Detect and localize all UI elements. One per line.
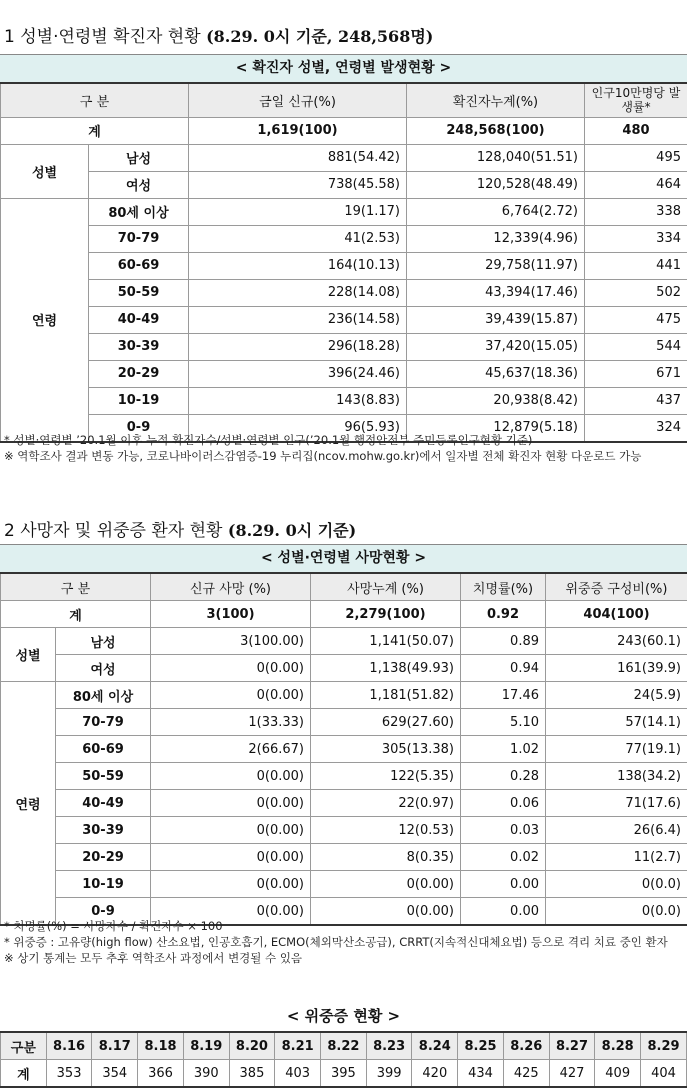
table1-cum-cell: 128,040(51.51): [407, 144, 585, 171]
table2-row-label: 40-49: [56, 790, 151, 817]
table1-header-rate: 인구10만명당 발생률*: [585, 83, 687, 117]
section1-heading: [4, 22, 433, 47]
table3-value-cell: 385: [229, 1060, 275, 1088]
table1-note: ※ 역학조사 결과 변동 가능, 코로나바이러스감염증-19 누리집(ncov.mohw.go.kr)에서 일자별 전체 확진자 현황 다운로드 가능: [4, 449, 642, 463]
table1-new-cell: 164(10.13): [189, 252, 407, 279]
table3-date-cell: 8.28: [595, 1032, 641, 1060]
table2-sex-group-label: 성별: [1, 628, 56, 682]
table1-sex-row: [1, 144, 687, 171]
table1-row-label: 0-9: [89, 414, 189, 442]
table1-note: * 성별·연령별 ’20.1월 이후 누적 확진자수/성별·연령별 인구(’20.1월 행정안전부 주민등록인구현황 기준): [4, 433, 533, 447]
table1-age-group-label: 연령: [1, 198, 89, 442]
table3-date-cell: 8.22: [321, 1032, 367, 1060]
table1-cum-cell: 120,528(48.49): [407, 171, 585, 198]
table2-new-cell: 0(0.00): [151, 817, 311, 844]
table1-header-cum: 확진자누계(%): [407, 83, 585, 117]
table1-new-cell: 143(8.83): [189, 387, 407, 414]
table2-age-row: [1, 709, 687, 736]
table3-date-cell: 8.20: [229, 1032, 275, 1060]
table2-cum-cell: 0(0.00): [311, 898, 461, 926]
table2-note: ※ 상기 통계는 모두 추후 역학조사 과정에서 변경될 수 있음: [4, 951, 303, 965]
section2-title: 2 사망자 및 위중증 환자 현황: [4, 521, 223, 541]
table2-note: * 치명률(%) = 사망자수 / 확진자수 × 100: [4, 919, 223, 933]
table2-severe-cell: 243(60.1): [546, 628, 687, 655]
table1-row-label: 50-59: [89, 279, 189, 306]
table2-sex-row: [1, 628, 687, 655]
table3-date-cell: 8.21: [275, 1032, 321, 1060]
table1-row-label: 80세 이상: [89, 198, 189, 225]
table3-value-cell: 434: [458, 1060, 504, 1088]
table1-new-cell: 296(18.28): [189, 333, 407, 360]
table1-rate-cell: 334: [585, 225, 687, 252]
table1-rate-cell: 475: [585, 306, 687, 333]
table3-value-cell: 390: [183, 1060, 229, 1088]
table1-header-new: 금일 신규(%): [189, 83, 407, 117]
table3-value-cell: 399: [366, 1060, 412, 1088]
table1-row-label: 남성: [89, 144, 189, 171]
table1-caption: < 확진자 성별, 연령별 발생현황 >: [0, 54, 687, 82]
table3-total-label: 계: [1, 1060, 47, 1088]
table2-fatality-cell: 5.10: [461, 709, 546, 736]
table1-rate-cell: 495: [585, 144, 687, 171]
table1-rate-cell: 544: [585, 333, 687, 360]
table2-header-new: 신규 사망 (%): [151, 573, 311, 601]
table3-date-cell: 8.23: [366, 1032, 412, 1060]
table2-cum-cell: 122(5.35): [311, 763, 461, 790]
table2-severe-cell: 0(0.0): [546, 898, 687, 926]
table2-row-label: 70-79: [56, 709, 151, 736]
table2-row-label: 0-9: [56, 898, 151, 926]
table2-age-row: [1, 763, 687, 790]
table2-total-fatality: 0.92: [461, 601, 546, 628]
table2-sex-row: [1, 655, 687, 682]
table3-value-row: [1, 1060, 687, 1088]
table2-severe-cell: 11(2.7): [546, 844, 687, 871]
table1-sex-row: [1, 171, 687, 198]
table1-new-cell: 228(14.08): [189, 279, 407, 306]
table1-age-row: [1, 387, 687, 414]
table1-new-cell: 236(14.58): [189, 306, 407, 333]
table1-row-label: 여성: [89, 171, 189, 198]
table2-new-cell: 1(33.33): [151, 709, 311, 736]
table2-header-row: [1, 573, 687, 601]
table2-caption: < 성별·연령별 사망현황 >: [0, 544, 687, 572]
table2-new-cell: 2(66.67): [151, 736, 311, 763]
table2-new-cell: 0(0.00): [151, 844, 311, 871]
table3-value-cell: 353: [46, 1060, 92, 1088]
table2-cum-cell: 0(0.00): [311, 871, 461, 898]
table2-total-new: 3(100): [151, 601, 311, 628]
table1-rate-cell: 324: [585, 414, 687, 442]
table2-header-fatality: 치명률(%): [461, 573, 546, 601]
table3-date-cell: 8.18: [138, 1032, 184, 1060]
table3-value-cell: 354: [92, 1060, 138, 1088]
table1-new-cell: 881(54.42): [189, 144, 407, 171]
table1-new-cell: 396(24.46): [189, 360, 407, 387]
table1-cum-cell: 39,439(15.87): [407, 306, 585, 333]
table1-age-row: [1, 225, 687, 252]
table2-cum-cell: 8(0.35): [311, 844, 461, 871]
table1-new-cell: 738(45.58): [189, 171, 407, 198]
table1-total-rate: 480: [585, 117, 687, 144]
table1-age-row: [1, 279, 687, 306]
table2-new-cell: 0(0.00): [151, 898, 311, 926]
table2-row-label: 60-69: [56, 736, 151, 763]
severe-trend-table: [0, 1031, 687, 1088]
table2-new-cell: 0(0.00): [151, 871, 311, 898]
table1-total-new: 1,619(100): [189, 117, 407, 144]
table1-row-label: 70-79: [89, 225, 189, 252]
section2-date: (8.29. 0시 기준): [227, 521, 357, 540]
table2-age-group-label: 연령: [1, 682, 56, 926]
table3-date-cell: 8.29: [641, 1032, 687, 1060]
table1-header-row: [1, 83, 687, 117]
table3-date-cell: 8.19: [183, 1032, 229, 1060]
table3-value-cell: 409: [595, 1060, 641, 1088]
section1-title: 1 성별·연령별 확진자 현황: [4, 27, 201, 47]
table2-severe-cell: 26(6.4): [546, 817, 687, 844]
table1-new-cell: 41(2.53): [189, 225, 407, 252]
table2-cum-cell: 1,138(49.93): [311, 655, 461, 682]
table2-header-category: 구 분: [1, 573, 151, 601]
table1-age-row: [1, 252, 687, 279]
table1-cum-cell: 20,938(8.42): [407, 387, 585, 414]
table1-new-cell: 19(1.17): [189, 198, 407, 225]
table2-cum-cell: 1,141(50.07): [311, 628, 461, 655]
table2-severe-cell: 71(17.6): [546, 790, 687, 817]
table2-severe-cell: 57(14.1): [546, 709, 687, 736]
table2-fatality-cell: 0.02: [461, 844, 546, 871]
table3-date-cell: 8.26: [503, 1032, 549, 1060]
table1-cum-cell: 29,758(11.97): [407, 252, 585, 279]
table2-age-row: [1, 817, 687, 844]
table2-fatality-cell: 0.03: [461, 817, 546, 844]
table2-fatality-cell: 0.06: [461, 790, 546, 817]
table1-rate-cell: 464: [585, 171, 687, 198]
table2-total-severe: 404(100): [546, 601, 687, 628]
table2-notes: [4, 918, 684, 966]
table3-caption: < 위중증 현황 >: [0, 1003, 687, 1030]
table2-row-label: 10-19: [56, 871, 151, 898]
table2-new-cell: 3(100.00): [151, 628, 311, 655]
table2-severe-cell: 161(39.9): [546, 655, 687, 682]
table1-age-row: [1, 198, 687, 225]
table3-value-cell: 425: [503, 1060, 549, 1088]
table1-cum-cell: 43,394(17.46): [407, 279, 585, 306]
table2-header-cum: 사망누계 (%): [311, 573, 461, 601]
table2-fatality-cell: 0.89: [461, 628, 546, 655]
table1-cum-cell: 12,339(4.96): [407, 225, 585, 252]
table2-age-row: [1, 682, 687, 709]
table1-rate-cell: 502: [585, 279, 687, 306]
table2-age-row: [1, 871, 687, 898]
table1-cum-cell: 12,879(5.18): [407, 414, 585, 442]
section1-date: (8.29. 0시 기준, 248,568명): [206, 27, 434, 46]
table2-note: * 위중증 : 고유량(high flow) 산소요법, 인공호흡기, ECMO(체외막산소공급), CRRT(지속적신대체요법) 등으로 격리 치료 중인 환자: [4, 935, 668, 949]
table1-row-label: 20-29: [89, 360, 189, 387]
table2-fatality-cell: 0.94: [461, 655, 546, 682]
table2-age-row: [1, 790, 687, 817]
table2-row-label: 30-39: [56, 817, 151, 844]
table1-rate-cell: 441: [585, 252, 687, 279]
table3-date-cell: 8.16: [46, 1032, 92, 1060]
table2-row-label: 여성: [56, 655, 151, 682]
table2-severe-cell: 77(19.1): [546, 736, 687, 763]
table1-rate-cell: 437: [585, 387, 687, 414]
table3-value-cell: 395: [321, 1060, 367, 1088]
table1-total-cum: 248,568(100): [407, 117, 585, 144]
table2-cum-cell: 12(0.53): [311, 817, 461, 844]
table2-fatality-cell: 0.28: [461, 763, 546, 790]
table2-severe-cell: 24(5.9): [546, 682, 687, 709]
table2-fatality-cell: 1.02: [461, 736, 546, 763]
table3-value-cell: 366: [138, 1060, 184, 1088]
table2-fatality-cell: 0.00: [461, 898, 546, 926]
table3-value-cell: 427: [549, 1060, 595, 1088]
table2-cum-cell: 629(27.60): [311, 709, 461, 736]
confirmed-cases-table: [0, 82, 687, 443]
table3-value-cell: 404: [641, 1060, 687, 1088]
table3-value-cell: 420: [412, 1060, 458, 1088]
table2-cum-cell: 22(0.97): [311, 790, 461, 817]
table1-notes: [4, 432, 684, 464]
table1-cum-cell: 37,420(15.05): [407, 333, 585, 360]
table2-header-severe: 위중증 구성비(%): [546, 573, 687, 601]
table2-total-row: [1, 601, 687, 628]
table3-date-row: [1, 1032, 687, 1060]
table3-date-cell: 8.24: [412, 1032, 458, 1060]
table2-cum-cell: 1,181(51.82): [311, 682, 461, 709]
table1-cum-cell: 6,764(2.72): [407, 198, 585, 225]
table3-date-cell: 8.27: [549, 1032, 595, 1060]
table1-total-label: 계: [1, 117, 189, 144]
table2-severe-cell: 138(34.2): [546, 763, 687, 790]
section2-heading: [4, 516, 356, 541]
table1-rate-cell: 671: [585, 360, 687, 387]
table1-new-cell: 96(5.93): [189, 414, 407, 442]
table2-fatality-cell: 0.00: [461, 871, 546, 898]
table2-fatality-cell: 17.46: [461, 682, 546, 709]
table1-row-label: 30-39: [89, 333, 189, 360]
table1-header-category: 구 분: [1, 83, 189, 117]
table1-row-label: 60-69: [89, 252, 189, 279]
table1-row-label: 40-49: [89, 306, 189, 333]
table1-cum-cell: 45,637(18.36): [407, 360, 585, 387]
table3-row-label: 구분: [1, 1032, 47, 1060]
table1-sex-group-label: 성별: [1, 144, 89, 198]
table1-rate-cell: 338: [585, 198, 687, 225]
table2-row-label: 80세 이상: [56, 682, 151, 709]
table2-new-cell: 0(0.00): [151, 763, 311, 790]
table1-age-row: [1, 333, 687, 360]
table2-cum-cell: 305(13.38): [311, 736, 461, 763]
table2-row-label: 50-59: [56, 763, 151, 790]
table2-row-label: 20-29: [56, 844, 151, 871]
table1-row-label: 10-19: [89, 387, 189, 414]
table2-age-row: [1, 736, 687, 763]
table2-total-cum: 2,279(100): [311, 601, 461, 628]
table2-new-cell: 0(0.00): [151, 682, 311, 709]
table1-total-row: [1, 117, 687, 144]
table1-age-row: [1, 360, 687, 387]
table3-date-cell: 8.17: [92, 1032, 138, 1060]
table3-value-cell: 403: [275, 1060, 321, 1088]
table2-total-label: 계: [1, 601, 151, 628]
table1-age-row: [1, 306, 687, 333]
table2-age-row: [1, 844, 687, 871]
deaths-table: [0, 572, 687, 926]
table2-severe-cell: 0(0.0): [546, 871, 687, 898]
table2-row-label: 남성: [56, 628, 151, 655]
table2-new-cell: 0(0.00): [151, 655, 311, 682]
table3-date-cell: 8.25: [458, 1032, 504, 1060]
table2-new-cell: 0(0.00): [151, 790, 311, 817]
